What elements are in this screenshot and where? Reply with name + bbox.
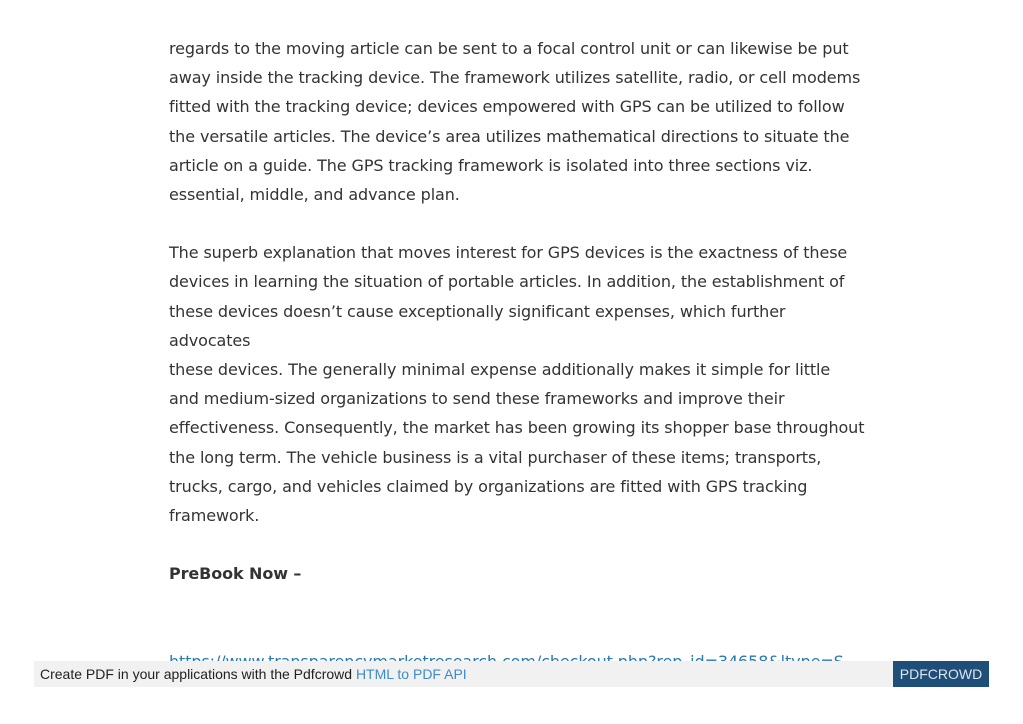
- article-body: [169, 34, 869, 676]
- pdfcrowd-footer: [34, 661, 989, 687]
- pdfcrowd-badge[interactable]: PDFCROWD: [893, 661, 989, 687]
- footer-text: Create PDF in your applications with the Pdfcrowd: [40, 666, 356, 682]
- article-paragraph-2: The superb explanation that moves interest for GPS devices is the exactness of these devices in learning the situation of portable articles. In addition, the establishment of these devices doesn’t cause exceptionally significant expenses, which further advocates these devices. The generally minimal expense additionally makes it simple for little and medium-sized organizations to send these frameworks and improve their effectiveness. Consequently, the market has been growing its shopper base throughout the long term. The vehicle business is a vital purchaser of these items; transports, trucks, cargo, and vehicles claimed by organizations are fitted with GPS tracking framework.: [169, 243, 865, 526]
- footer-text-container: [40, 661, 467, 687]
- footer-api-link[interactable]: HTML to PDF API: [355, 666, 467, 682]
- prebook-heading: PreBook Now –: [169, 564, 302, 584]
- article-paragraph-1: regards to the moving article can be sent to a focal control unit or can likewise be put away inside the tracking device. The framework utilizes satellite, radio, or cell modems fitted with the tracking device; devices empowered with GPS can be utilized to follow the versatile articles. The device’s area utilizes mathematical directions to situate the article on a guide. The GPS tracking framework is isolated into three sections viz. essential, middle, and advance plan.: [169, 39, 861, 205]
